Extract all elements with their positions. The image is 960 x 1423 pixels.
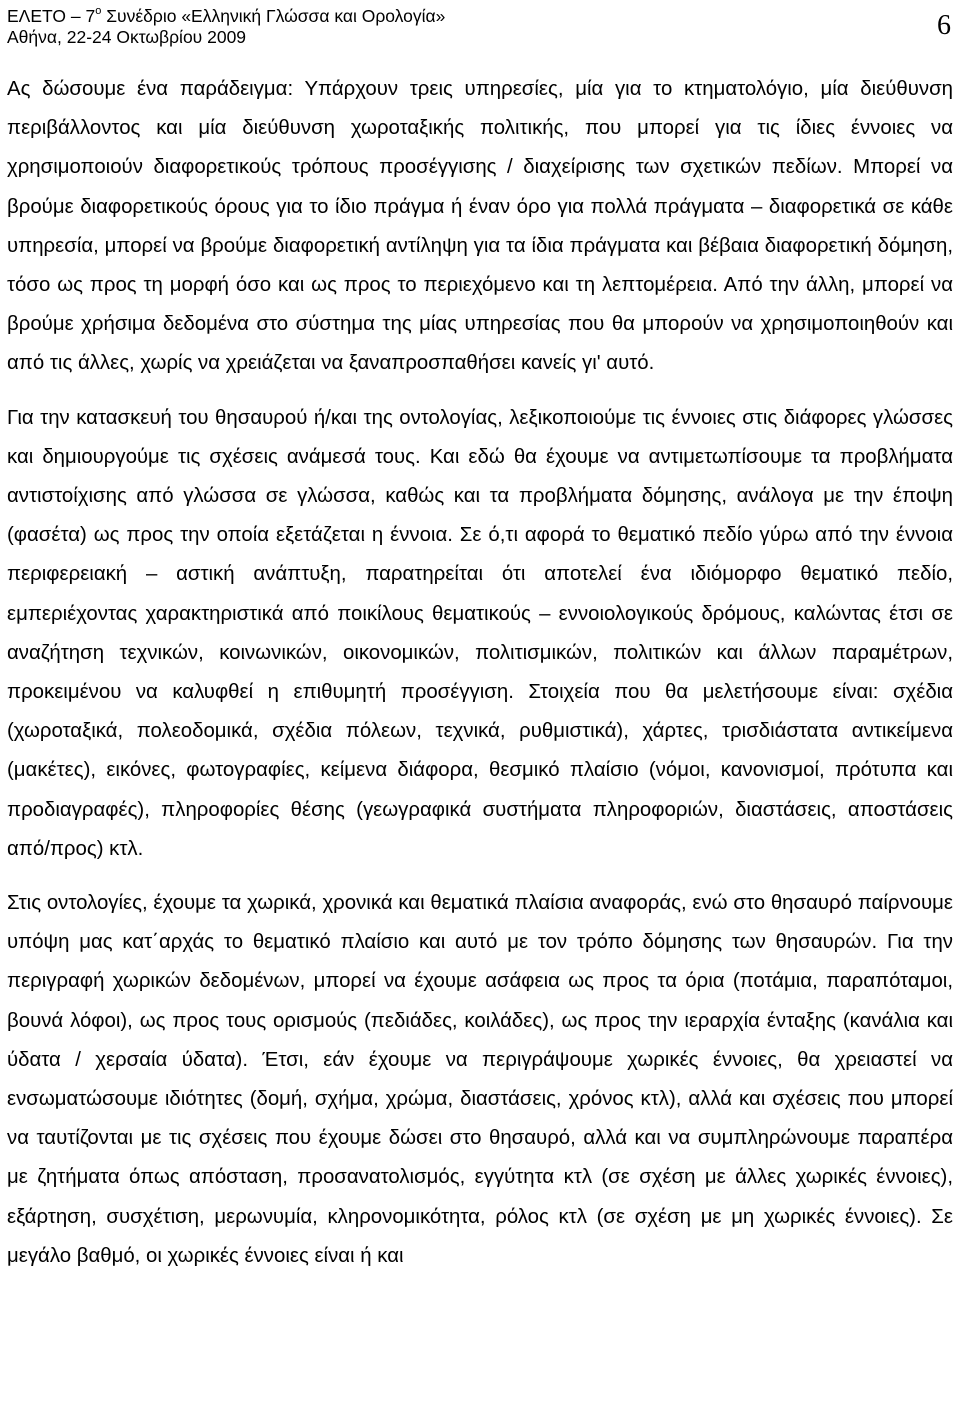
conference-title xyxy=(7,6,953,27)
paragraph-1: Ας δώσουμε ένα παράδειγμα: Υπάρχουν τρεις υπηρεσίες, μία για το κτηματολόγιο, μία διεύθυνση περιβάλλοντος και μία διεύθυνση χωροταξικής πολιτικής, που μπορεί για τις ίδιες έννοιες να χρησιμοποιούν διαφορετικούς τρόπους προσέγγισης / διαχείρισης των σχετικών πεδίων. Μπορεί να βρούμε διαφορετικούς όρους για το ίδιο πράγμα ή έναν όρο για πολλά πράγματα – διαφορετικά σε κάθε υπηρεσία, μπορεί να βρούμε διαφορετική αντίληψη για τα ίδια πράγματα και βέβαια διαφορετική δόμηση, τόσο ως προς τη μορφή όσο και ως προς το περιεχόμενο και τη λεπτομέρεια. Από την άλλη, μπορεί να βρούμε χρήσιμα δεδομένα στο σύστημα της μίας υπηρεσίας που θα μπορούν να χρησιμοποιηθούν και από τις άλλες, χωρίς να χρειάζεται να ξαναπροσπαθήσει κανείς γι' αυτό. xyxy=(7,78,953,375)
paragraph-3: Στις οντολογίες, έχουμε τα χωρικά, χρονικά και θεματικά πλαίσια αναφοράς, ενώ στο θησαυρό παίρνουμε υπόψη μας κατ΄αρχάς το θεματικό πλαίσιο και αυτό με τον τρόπο δόμησης των θησαυρών. Για την περιγραφή χωρικών δεδομένων, μπορεί να έχουμε ασάφεια ως προς τα όρια (ποτάμια, παραπόταμοι, βουνά λόφοι), ως προς τους ορισμούς (πεδιάδες, κοιλάδες), ως προς την ιεραρχία ένταξης (κανάλια και ύδατα / χερσαία ύδατα). Έτσι, εάν έχουμε να περιγράψουμε χωρικές έννοιες, θα χρειαστεί να ενσωματώσουμε ιδιότητες (δομή, σχήμα, χρώμα, διαστάσεις, χρόνος κτλ), αλλά και σχέσεις που μπορεί να ταυτίζονται με τις σχέσεις που έχουμε δώσει στο θησαυρό, αλλά και να συμπληρώνουμε παραπέρα με ζητήματα όπως απόσταση, προσανατολισμός, εγγύτητα κτλ (σε σχέση με άλλες χωρικές έννοιες), εξάρτηση, συσχέτιση, μερωνυμία, κληρονομικότητα, ρόλος κτλ (σε σχέση με μη χωρικές έννοιες). Σε μεγάλο βαθμό, οι χωρικές έννοιες είναι ή και xyxy=(7,892,953,1267)
conference-title-suffix: Συνέδριο «Ελληνική Γλώσσα και Ορολογία» xyxy=(101,6,446,26)
conference-ordinal-superscript: ο xyxy=(95,5,102,18)
body-text xyxy=(7,70,953,1276)
conference-title-prefix: ΕΛΕΤΟ – 7 xyxy=(7,6,96,26)
page-header xyxy=(7,6,953,54)
conference-date-location: Αθήνα, 22-24 Οκτωβρίου 2009 xyxy=(7,27,247,47)
page-number: 6 xyxy=(937,10,951,41)
paragraph-2: Για την κατασκευή του θησαυρού ή/και της οντολογίας, λεξικοποιούμε τις έννοιες στις διάφορες γλώσσες και δημιουργούμε τις σχέσεις ανάμεσά τους. Και εδώ θα έχουμε να αντιμετωπίσουμε τα προβλήματα αντιστοίχισης από γλώσσα σε γλώσσα, καθώς και τα προβλήματα δόμησης, ανάλογα με την έποψη (φασέτα) ως προς την οποία εξετάζεται η έννοια. Σε ό,τι αφορά το θεματικό πεδίο γύρω από την έννοια περιφερειακή – αστική ανάπτυξη, παρατηρείται ότι αποτελεί ένα ιδιόμορφο θεματικό πεδίο, εμπεριέχοντας χαρακτηριστικά από ποικίλους θεματικούς – εννοιολογικούς δρόμους, καλώντας έτσι σε αναζήτηση τεχνικών, κοινωνικών, οικονομικών, πολιτισμικών, πολιτικών και άλλων παραμέτρων, προκειμένου να καλυφθεί η επιθυμητή προσέγγιση. Στοιχεία που θα μελετήσουμε είναι: σχέδια (χωροταξικά, πολεοδομικά, σχέδια πόλεων, τεχνικά, ρυθμιστικά), χάρτες, τρισδιάστατα αντικείμενα (μακέτες), εικόνες, φωτογραφίες, κείμενα διάφορα, θεσμικό πλαίσιο (νόμοι, κανονισμοί, πρότυπα και προδιαγραφές), πληροφορίες θέσης (γεωγραφικά συστήματα πληροφοριών, διαστάσεις, αποστάσεις από/προς) κτλ. xyxy=(7,406,953,860)
